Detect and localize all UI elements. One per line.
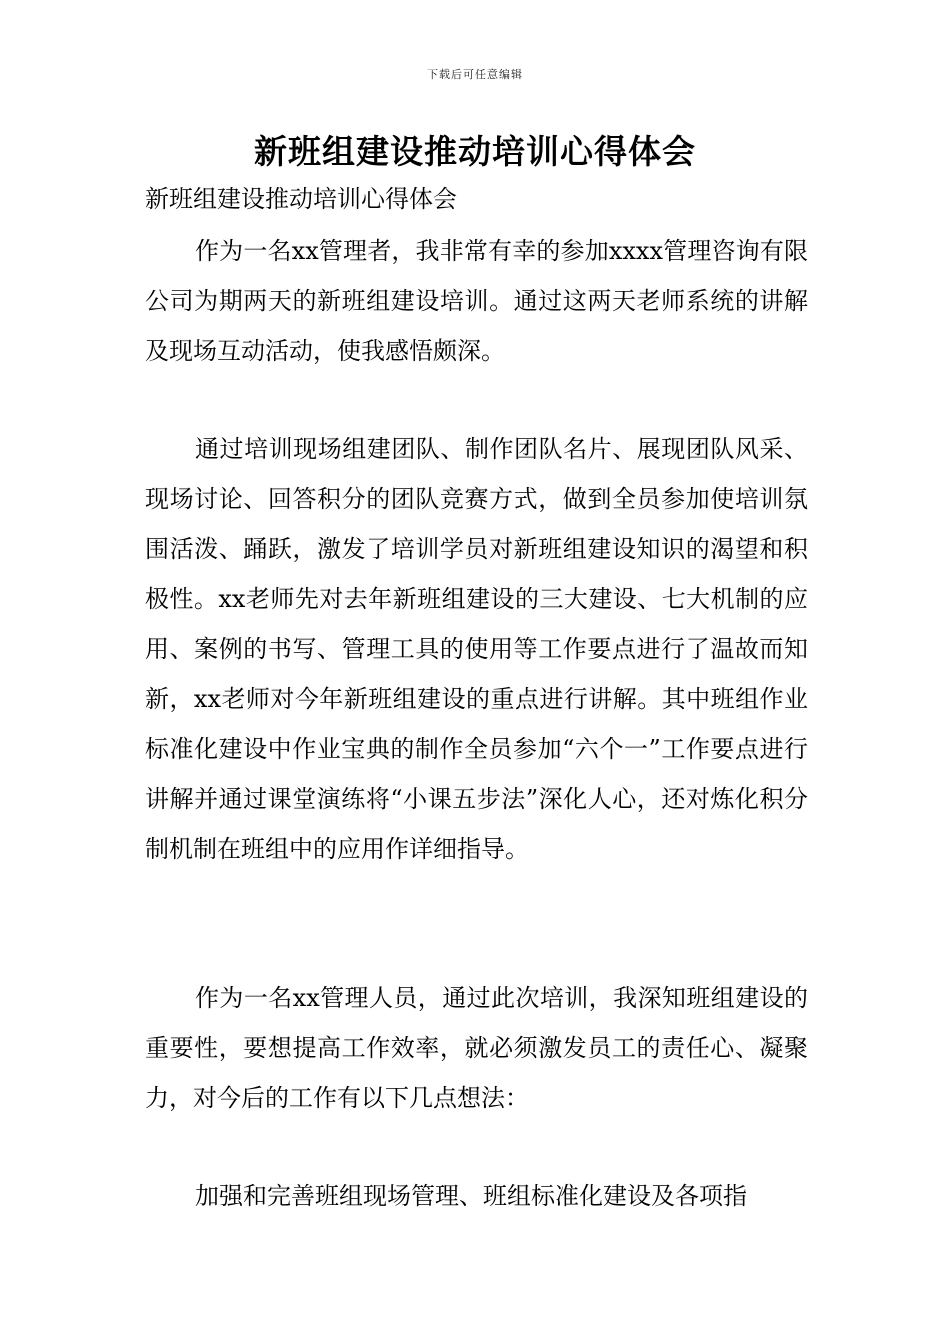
body-paragraph: 加强和完善班组现场管理、班组标准化建设及各项指 [195, 1182, 747, 1210]
body-paragraph: 作为一名xx管理人员，通过此次培训，我深知班组建设的重要性，要想提高工作效率，就必须激发员工的责任心、凝聚力，对今后的工作有以下几点想法： [145, 984, 808, 1112]
document-title: 新班组建设推动培训心得体会 [254, 132, 696, 171]
document-subtitle: 新班组建设推动培训心得体会 [145, 185, 457, 213]
page-header-note: 下载后可任意编辑 [427, 68, 523, 81]
body-paragraph: 作为一名xx管理者，我非常有幸的参加xxxx管理咨询有限公司为期两天的新班组建设培训。通过这两天老师系统的讲解及现场互动活动，使我感悟颇深。 [145, 237, 808, 365]
body-paragraph: 通过培训现场组建团队、制作团队名片、展现团队风采、现场讨论、回答积分的团队竞赛方式，做到全员参加使培训氛围活泼、踊跃，激发了培训学员对新班组建设知识的渴望和积极性。xx老师先对去年新班组建设的三大建设、七大机制的应用、案例的书写、管理工具的使用等工作要点进行了温故而知新，xx老师对今年新班组建设的重点进行讲解。其中班组作业标准化建设中作业宝典的制作全员参加“六个一”工作要点进行讲解并通过课堂演练将“小课五步法”深化人心，还对炼化积分制机制在班组中的应用作详细指导。 [145, 435, 808, 863]
